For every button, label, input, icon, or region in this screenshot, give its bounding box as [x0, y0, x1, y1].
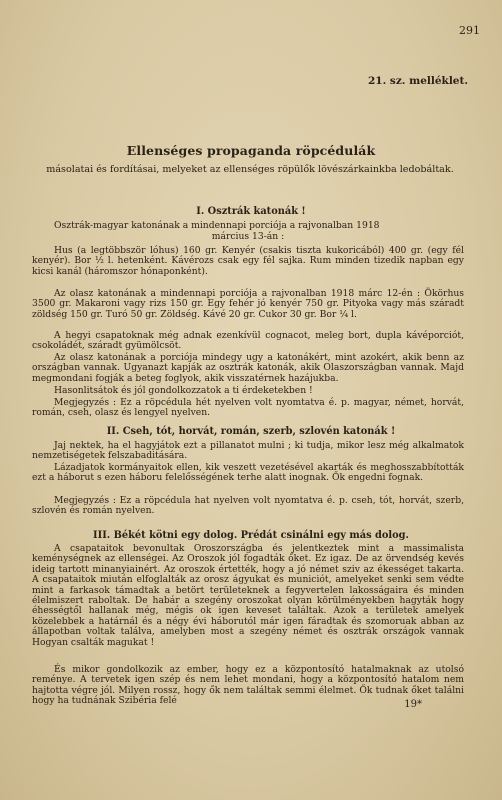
paragraph: És mikor gondolkozik az ember, hogy ez a központosító hatalmaknak az utolsó reménye. A tervetek igen szép és nem lehet mondani, hogy a központosító hatalom nem hajtotta végre jól. Milyen rossz, hogy ők nem találtak semmi élelmet. Ők tudnak őket találni hogy ha tudnának Szibéria felé	[32, 664, 464, 707]
paragraph: Hasonlitsátok és jól gondolkozzatok a ti érdeketekben !	[54, 385, 313, 396]
paragraph: Hus (a legtöbbször lóhus) 160 gr. Kenyér (csakis tiszta kukoricából) 400 gr. (egy fél kenyér). Bor ½ l. hetenként. Kávérozs csak egy fél sajka. Rum minden tizedik napban egy kicsi kanál (háromszor hónaponként).	[32, 245, 464, 277]
paragraph: A hegyi csapatoknak még adnak ezenkívül cognacot, meleg bort, dupla kávéporciót, csokoládét, száradt gyümölcsöt.	[32, 330, 464, 352]
document-subtitle: másolatai és fordításai, melyeket az ellenséges röpülők lövészárkainkba ledobáltak.	[46, 164, 454, 175]
note-paragraph: Megjegyzés : Ez a röpcédula hat nyelven volt nyomtatva é. p. cseh, tót, horvát, szerb, szlovén és román nyelven.	[32, 495, 464, 517]
annex-label: 21. sz. melléklet.	[367, 75, 468, 87]
paragraph: Az olasz katonának a mindennapi porciója a rajvonalban 1918 márc 12-én : Ökörhus 3500 gr. Makaroni vagy rizs 150 gr. Egy fehér jó kenyér 750 gr. Pityoka vagy más száradt zöldség 150 gr. Turó 50 gr. Zöldség. Kávé 20 gr. Cukor 30 gr. Bor ¼ l.	[32, 288, 464, 320]
page-number: 291	[459, 24, 480, 37]
signature-mark: 19*	[404, 699, 422, 710]
document-title: Ellenséges propaganda röpcédulák	[126, 143, 376, 158]
section-heading-3: III. Békét kötni egy dolog. Prédát csinálni egy más dolog.	[93, 530, 409, 541]
paragraph: Jaj nektek, ha el hagyjátok ezt a pillanatot mulni ; ki tudja, mikor lesz még alkalmatok nemzetiségetek felszabaditására.	[32, 440, 464, 462]
note-paragraph: Megjegyzés : Ez a röpcédula hét nyelven volt nyomtatva é. p. magyar, német, horvát, román, cseh, olasz és lengyel nyelven.	[32, 397, 464, 419]
paragraph: március 13-án :	[211, 231, 285, 242]
paragraph: Lázadjatok kormányaitok ellen, kik veszett vezetésével akarták és meghosszabbították ezt a háborut s ezen háboru felelősségének terhe alatt inognak. Ők engedni fognak.	[32, 462, 464, 484]
paragraph: Osztrák-magyar katonának a mindennapi porciója a rajvonalban 1918	[54, 220, 380, 231]
section-heading-1: I. Osztrák katonák !	[196, 206, 306, 217]
section-heading-2: II. Cseh, tót, horvát, román, szerb, szlovén katonák !	[106, 426, 396, 437]
paragraph: A csapataitok bevonultak Oroszországba és jelentkeztek mint a massimalista keménységnek az ellenségei. Az Oroszok jól fogadták őket. Ez igaz. De az örvendség kevés ideig tartott minanyiainért. Az oroszok értették, hogy a jó német sziv az ékességet takarta. A csapataitok miután elfoglalták az orosz ágyukat és municiót, amelyeket senki sem védte mint a farkasok támadtak a betört területeknek a fegyvertelen lakosságaira és minden élelmiszert raboltak. De habár a szegény oroszokat olyan körülményekben hagyták hogy éhességtől hallanak még, mégis ok igen keveset találtak. Azok a területek amelyek közelebbek a határnál és a négy évi háborutól már igen fáradtak és szomoruak abban az állapotban voltak találva, amelyben most a szegény német és osztrák országok vannak Hogyan csalták magukat !	[32, 543, 464, 648]
paragraph: Az olasz katonának a porciója mindegy ugy a katonákért, mint azokért, akik benn az országban vannak. Ugyanazt kapják az osztrák katonák, akik Olaszországban vannak. Majd megmondani fogják a beteg foglyok, akik visszatérnek hazájukba.	[32, 352, 464, 384]
